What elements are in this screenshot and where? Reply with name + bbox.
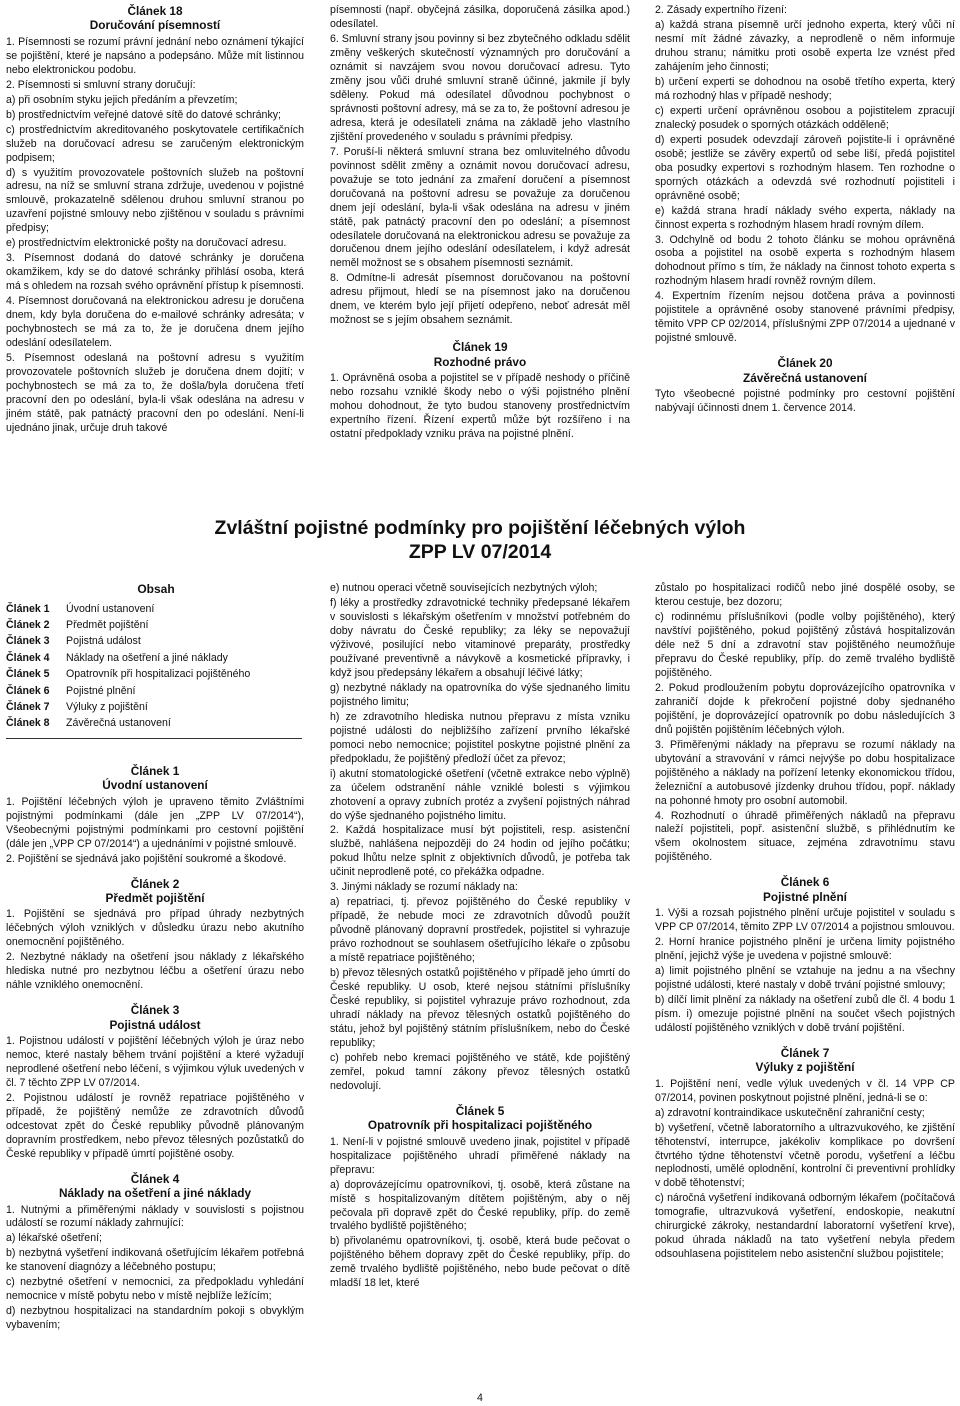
list-item: c) prostřednictvím akreditovaného poskytovatele certifikačních služeb na doručovací adresu se zaručeným elektronickým podpisem; <box>6 123 304 164</box>
paragraph: 1. Pojištění léčebných výloh je upraveno těmito Zvláštními pojistnými podmínkami (dále jen „ZPP LV 07/2014“), Všeobecnými pojistnými podmínkami pro cestovní pojištění (dále jen „VPP CP 07/2014“) a ujednáními v pojistné smlouvě. <box>6 795 304 850</box>
list-item: a) každá strana písemně určí jednoho experta, který vůči ní nesmí mít žádné závazky, a neprodleně o něm informuje druhou stranu; námitku proti osobě experta lze vznést před zahájením jeho činnosti; <box>655 18 955 73</box>
list-item: h) ze zdravotního hlediska nutnou přepravu z místa vzniku pojistné události do nejbližšího zařízení prvního lékařské pomoci nebo nemocnice; pojistitel poskytne pojistné plnění za předpokladu, že pojištěný předloží účet za převoz; <box>330 710 630 765</box>
paragraph: 2. Horní hranice pojistného plnění je určena limity pojistného plnění, jejichž výše je uvedena v pojistné smlouvě: <box>655 936 955 963</box>
paragraph: 3. Přiměřenými náklady na přepravu se rozumí náklady na ubytování a stravování v rámci nejvýše po dobu hospitalizace pojištěného a náklady na pořízení letenky ekonomickou třídou, železniční a autobusové jízdenky druhou třídou, popř. náklady na pohonné hmoty pro osobní automobil. <box>655 738 955 807</box>
paragraph: 2. Pokud prodloužením pobytu doprovázejícího opatrovníka v zahraničí dojde k překročení pojistné doby sjednaného pojištění, je doprovázející opatrovník po dobu následujících 3 dnů pojištěn pojištěním léčebných výloh. <box>655 681 955 736</box>
toc-row: Článek 5 Opatrovník při hospitalizaci pojištěného <box>6 668 251 681</box>
paragraph: Tyto všeobecné pojistné podmínky pro cestovní pojištění nabývají účinnosti dnem 1. července 2014. <box>655 388 955 414</box>
list-item: e) nutnou operaci včetně souvisejících nezbytných výloh; <box>330 582 598 594</box>
toc-row: Článek 1 Úvodní ustanovení <box>6 602 155 615</box>
list-item: c) nezbytné ošetření v nemocnici, za předpokladu vyhledání nemocnice v místě pobytu nebo v místě nejblíže ležícím; <box>6 1276 304 1303</box>
paragraph: 6. Smluvní strany jsou povinny si bez zbytečného odkladu sdělit změny veškerých skutečností významných pro doručování a oznámit si navzájem svou novou doručovací adresu. Tyto změny jsou vůči druhé smluvní straně účinné, jakmile jí byly sděleny. Pokud má odesílatel důvodnou pochybnost o správnosti poštovní adresy, má se za to, že poštovní adresou je adresa, která je odesílateli známa na základě jeho vlastního zjištění provedeného v souladu s právními předpisy. <box>330 32 630 143</box>
paragraph: 1. Není-li v pojistné smlouvě uvedeno jinak, pojistitel v případě hospitalizace pojištěného uhradí přiměřené náklady na přepravu: <box>330 1135 630 1176</box>
paragraph: 2. Pojistnou událostí je rovněž repatriace pojištěného v případě, že pojištěný nemůže ze zdravotních důvodů odcestovat zpět do České republiky původně plánovaným dopravním prostředkem, nebo převoz tělesných pozůstatků do České republiky v případě úmrtí pojištěné osoby. <box>6 1091 304 1160</box>
article-7-heading: Článek 7 Výluky z pojištění <box>755 1045 855 1075</box>
list-item: a) zdravotní kontraindikace uskutečnění zahraniční cesty; <box>655 1106 925 1119</box>
list-item: b) přivolanému opatrovníkovi, tj. osobě, která bude pečovat o pojištěného během dopravy zpět do České republiky, příp. do země trvalého bydliště pojištěného, nebo bude pečovat o dítě mladší 18 let, které <box>330 1235 630 1290</box>
paragraph: 4. Písemnost doručovaná na elektronickou adresu je doručena dnem, kdy byla doručena do e-mailové schránky adresáta; v pochybnostech se má za to, že je doručena dnem jejího odeslání odesílatelem. <box>6 295 304 350</box>
list-item: e) každá strana hradí náklady svého experta, náklady na činnost experta s rozhodným hlasem hradí rovným dílem. <box>655 204 955 231</box>
list-item: a) doprovázejícímu opatrovníkovi, tj. osobě, která zůstane na místě s hospitalizovaným dítětem pojištěným, aby o něj pečovala při dopravě zpět do České republiky, příp. do země trvalého bydliště pojištěného; <box>330 1178 630 1233</box>
list-item: d) nezbytnou hospitalizaci na standardním pokoji s obvyklým vybavením; <box>6 1305 304 1332</box>
bottom-column-1 <box>6 758 304 1334</box>
list-item: a) repatriaci, tj. převoz pojištěného do České republiky v případě, že nebude moci ze zdravotních důvodů použít původně plánovaný dopravní prostředek, pojistitel si vyhrazuje právo rozhodnout se souhlasem ošetřujícího lékaře o způsobu a místě repatriace pojištěného; <box>330 896 630 965</box>
paragraph: 3. Písemnost dodaná do datové schránky je doručena okamžikem, kdy se do datové schránky přihlásí osoba, která má s ohledem na rozsah svého oprávnění přístup k písemnosti. <box>6 252 304 293</box>
paragraph: 3. Jinými náklady se rozumí náklady na: <box>330 881 518 894</box>
paragraph: 2. Zásady expertního řízení: <box>655 4 787 16</box>
toc-row: Článek 3 Pojistná událost <box>6 635 141 648</box>
toc-row: Článek 2 Předmět pojištění <box>6 619 149 631</box>
paragraph: 2. Každá hospitalizace musí být pojistiteli, resp. asistenční službě, nahlášena nejpozději do 24 hodin od jejího počátku; pokud lhůtu nelze splnit z objektivních důvodů, je potřeba tak učinit neprodleně poté, co překážka odpadne. <box>330 824 630 879</box>
paragraph: 2. Písemnosti si smluvní strany doručují: <box>6 78 196 91</box>
list-item: a) při osobním styku jejich předáním a převzetím; <box>6 93 238 106</box>
title-line-2: ZPP LV 07/2014 <box>408 541 552 564</box>
paragraph: 5. Písemnost odeslaná na poštovní adresu s využitím provozovatele poštovních služeb je doručena dnem dojití; v pochybnostech se má za to, že došla/byla doručena třetí pracovní den po odeslání, byla-li však odeslána na adresu v jiném státě, pak patnáctý pracovní den po odeslání. Není-li ujednáno jinak, určuje druh takové <box>6 352 304 434</box>
list-item: c) náročná vyšetření indikovaná odborným lékařem (počítačová tomografie, ultrazvuková vyšetření, endoskopie, neakutní chirurgické zákroky, nestandardní laboratorní vyšetření krve), pokud úhrada nákladů na tato vyšetření nebyla předem odsouhlasena pojistitelem nebo asistenční službou pojistitele; <box>655 1192 955 1261</box>
toc-row: Článek 8 Závěrečná ustanovení <box>6 717 171 730</box>
paragraph: 1. Oprávněná osoba a pojistitel se v případě neshody o příčině nebo rozsahu vzniklé škody nebo o výši pojistného plnění mohou dohodnout, že tyto budou stanoveny prostřednictvím expertního řízení. Řízení expertů může být rozšířeno i na ostatní předpoklady vzniku práva na pojistné plnění. <box>330 372 630 440</box>
list-item: b) nezbytná vyšetření indikovaná ošetřujícím lékařem potřebná ke stanovení diagnózy a léčebného postupu; <box>6 1247 304 1274</box>
list-item: d) experti posudek odevzdají zároveň pojistite-li i oprávněné osobě; jestliže se závěry expertů od sebe liší, předá pojistitel oba posudky expertovi s rozhodným hlasem. Ten rozhodne o sporných otázkách a odevzdá své rozhodnutí pojistiteli i oprávněné osobě; <box>655 133 955 202</box>
table-of-contents <box>6 580 306 732</box>
top-column-3 <box>655 4 955 417</box>
paragraph: 7. Poruší-li některá smluvní strana bez omluvitelného důvodu povinnost sdělit změny a oznámit novou doručovací adresu, považuje se toto jednání za zmaření doručení a písemnost doručovaná na poštovní adresu se považuje za doručenou dnem její odeslání, byla-li však odeslána na adresu v jiném státě, pak patnáctý pracovní den po odeslání; a písemnost odesílatele doručovaná na elektronickou adresu se považuje za doručenou dnem jejího odeslání odesílatelem, i když adresát neměl možnost se s obsahem písemnosti seznámit. <box>330 145 630 270</box>
paragraph: 1. Pojištění se sjednává pro případ úhrady nezbytných léčebných výloh vzniklých v důsledku úrazu nebo akutního onemocnění pojištěného. <box>6 908 304 949</box>
document-title <box>150 516 810 565</box>
paragraph: 2. Nezbytné náklady na ošetření jsou náklady z lékařského hlediska nutné pro nezbytnou léčbu a ošetření úrazu nebo náhle vzniklého onemocnění. <box>6 951 304 992</box>
list-item: b) dílčí limit plnění za náklady na ošetření zubů dle čl. 4 bodu 1 písm. i) omezuje pojistné plnění na součet všech pojistných událostí pojištěného vzniklých v době trvání pojištění. <box>655 993 955 1034</box>
toc-row: Článek 4 Náklady na ošetření a jiné náklady <box>6 651 228 664</box>
article-1-heading: Článek 1 Úvodní ustanovení <box>102 764 208 793</box>
list-item: i) akutní stomatologické ošetření (včetně extrakce nebo výplně) za účelem odstranění náhle vzniklé bolesti s výjimkou zhotovení a opravy zubních protéz a zvyšení pojistných náhrad do výše sjednaného pojistného limitu. <box>330 767 630 822</box>
article-5-heading: Článek 5 Opatrovník při hospitalizaci pojištěného <box>367 1103 593 1133</box>
paragraph: 8. Odmítne-li adresát písemnost doručovanou na poštovní adresu přijmout, hledí se na písemnost jako na doručenou dnem, ve kterém bylo její přijetí odepřeno, neboť adresát měl možnost se s jejím obsahem seznámit. <box>330 272 630 327</box>
list-item: c) rodinnému příslušníkovi (podle volby pojištěného), který navštíví pojištěného, pokud pojištěný zůstává hospitalizován déle než 5 dní a zdravotní stav pojištěného neumožňuje přepravu do České republiky, příp. do země trvalého bydliště pojištěného. <box>655 610 955 679</box>
list-item: b) vyšetření, včetně laboratorního a ultrazvukového, ke zjištění těhotenství, interrupce, jakékoliv komplikace po dovršení čtvrtého týdne těhotenství včetně porodu, vyšetření a léčbu neplodnosti, umělé oplodnění, kontrolní či preventivní prohlídky v době těhotenství; <box>655 1121 955 1190</box>
article-6-heading: Článek 6 Pojistné plnění <box>763 875 847 904</box>
paragraph: 1. Pojistnou událostí v pojištění léčebných výloh je úraz nebo nemoc, které nastaly během trvání pojištění a které vyžadují neprodlené ošetření nebo léčení, s výjimkou výluk uvedených v čl. 7 těchto ZPP LV 07/2014. <box>6 1035 304 1089</box>
title-line-1: Zvláštní pojistné podmínky pro pojištění léčebných výloh <box>214 517 746 539</box>
list-item: b) určení experti se dohodnou na osobě třetího experta, který má rozhodný hlas v případě neshody; <box>655 75 955 102</box>
paragraph: 1. Výši a rozsah pojistného plnění určuje pojistitel v souladu s VPP CP 07/2014, těmito ZPP LV 07/2014 a pojistnou smlouvou. <box>655 907 955 934</box>
article-3-heading: Článek 3 Pojistná událost <box>109 1003 201 1032</box>
list-item: f) léky a prostředky zdravotnické techniky předepsané lékařem v souvislosti s lékařským ošetřením v množství potřebném do doby návratu do České republiky; za léky se nepovažují výživové, posilující nebo vitaminové preparáty, prostředky používané preventivně a návykově a kosmetické přípravky, i když jsou předepsány lékařem a obsahují léčivé látky; <box>330 596 630 679</box>
paragraph: 1. Nutnými a přiměřenými náklady v souvislosti s pojistnou událostí se rozumí náklady zahrnující: <box>6 1203 304 1230</box>
toc-row: Článek 6 Pojistné plnění <box>6 684 136 697</box>
toc-row: Článek 7 Výluky z pojištění <box>6 701 148 714</box>
list-item: c) experti určení oprávněnou osobou a pojistitelem zpracují znalecký posudek o sporných otázkách odděleně; <box>655 104 955 131</box>
article-4-heading: Článek 4 Náklady na ošetření a jiné náklady <box>58 1171 252 1201</box>
article-2-heading: Článek 2 Předmět pojištění <box>105 876 205 906</box>
paragraph: 3. Odchylně od bodu 2 tohoto článku se mohou oprávněná osoba a pojistitel na osobě experta s rozhodným hlasem dohodnout přímo s tím, že náklady na činnost tohoto experta s rozhodným hlasem hradí rovněž rovným dílem. <box>655 233 955 288</box>
article-19-heading: Článek 19 Rozhodné právo <box>433 340 527 369</box>
list-item: e) prostřednictvím elektronické pošty na doručovací adresu. <box>6 237 287 250</box>
paragraph: 4. Expertním řízením nejsou dotčena práva a povinnosti pojistitele a oprávněné osoby stanovené právními předpisy, těmito VPP CP 02/2014, příslušnými ZPP 07/2014 a ujednané v pojistné smlouvě. <box>655 290 955 345</box>
bottom-column-2 <box>330 582 630 1292</box>
paragraph: 1. Písemnosti se rozumí právní jednání nebo oznámení týkající se pojištění, které je napsáno a podepsáno. Může mít listinnou nebo elektronickou podobu. <box>6 35 304 76</box>
list-item: c) pohřeb nebo kremaci pojištěného ve státě, kde pojištěný zemřel, pokud tamní zákony převoz tělesných ostatků nedovolují. <box>330 1051 630 1092</box>
paragraph: 4. Rozhodnutí o úhradě přiměřených nákladů na přepravu naleží pojistiteli, popř. asistenční službě, s přihlédnutím ke všem okolnostem situace, zejména zdravotnímu stavu pojištěného. <box>655 809 955 864</box>
article-20-heading: Článek 20 Závěrečná ustanovení <box>743 356 867 385</box>
list-item: b) prostřednictvím veřejné datové sítě do datové schránky; <box>6 108 281 121</box>
page-number: 4 <box>477 1392 483 1404</box>
article-18-heading: Článek 18 Doručování písemností <box>89 4 221 33</box>
paragraph: 2. Pojištění se sjednává jako pojištění soukromé a škodové. <box>6 852 287 865</box>
list-item: b) převoz tělesných ostatků pojištěného v případě jeho úmrtí do České republiky. U osob, které nejsou státními příslušníky České republiky, si pojistitel vyhrazuje právo rozhodnout, zda uhradí náklady na převoz tělesných ostatků pojištěného do státu, jehož byl pojištěný státním příslušníkem, nebo do České republiky; <box>330 967 630 1049</box>
toc-heading: Obsah <box>137 582 175 596</box>
paragraph: 1. Pojištění není, vedle výluk uvedených v čl. 14 VPP CP 07/2014, povinen poskytnout pojistné plnění, jedná-li se o: <box>655 1077 955 1104</box>
list-item: g) nezbytné náklady na opatrovníka do výše sjednaného limitu pojistného limitu; <box>330 681 630 708</box>
paragraph: písemnosti (např. obyčejná zásilka, doporučená zásilka apod.) odesílatel. <box>330 4 630 30</box>
list-item: a) limit pojistného plnění se vztahuje na jednu a na všechny pojistné události, které nastaly v době trvání pojistné smlouvy; <box>655 965 955 991</box>
top-column-2 <box>330 4 630 443</box>
divider <box>6 738 302 739</box>
list-item: a) lékařské ošetření; <box>6 1232 102 1245</box>
top-column-1 <box>6 4 304 437</box>
paragraph: zůstalo po hospitalizaci rodičů nebo jiné dospělé osoby, se kterou cestuje, bez dozoru; <box>655 582 955 608</box>
list-item: d) s využitím provozovatele poštovních služeb na poštovní adresu, na níž se smluvní strana zdržuje, uvedenou v pojistné smlouvě, prokazatelně sdělenou druhou smluvní stranou po uzavření pojistné smlouvy nebo zjištěnou v souladu s právními předpisy; <box>6 166 304 235</box>
bottom-column-3 <box>655 582 955 1263</box>
